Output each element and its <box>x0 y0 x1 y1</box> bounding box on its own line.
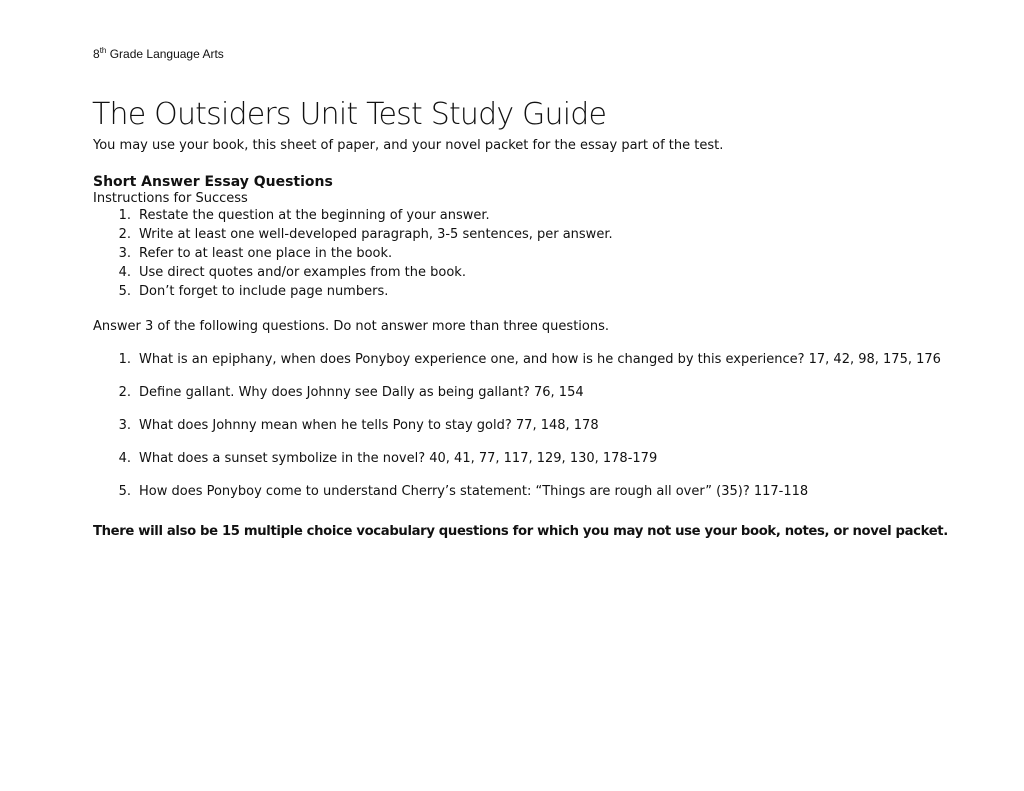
intro-text: You may use your book, this sheet of paper, and your novel packet for the essay part of the test. <box>93 138 724 153</box>
question-text: What is an epiphany, when does Ponyboy experience one, and how is he changed by this experience? 17, 42, 98, 175, 176 <box>139 352 941 367</box>
question-number: 1. <box>118 352 131 367</box>
instruction-number: 5. <box>118 284 131 299</box>
question-item <box>93 449 941 482</box>
instruction-item <box>93 263 613 282</box>
instruction-text: Don’t forget to include page numbers. <box>139 284 389 299</box>
instruction-text: Restate the question at the beginning of your answer. <box>139 208 490 223</box>
instructions-list <box>93 206 613 301</box>
instruction-item <box>93 225 613 244</box>
question-item <box>93 350 941 383</box>
question-directions: Answer 3 of the following questions. Do not answer more than three questions. <box>93 319 610 334</box>
instruction-number: 4. <box>118 265 131 280</box>
section-heading: Short Answer Essay Questions <box>93 174 333 190</box>
question-text: How does Ponyboy come to understand Cherry’s statement: “Things are rough all over” (35)? 117-118 <box>139 484 809 499</box>
question-number: 4. <box>118 451 131 466</box>
question-number: 3. <box>118 418 131 433</box>
question-item <box>93 416 941 449</box>
question-item <box>93 482 941 515</box>
question-text: What does a sunset symbolize in the novel? 40, 41, 77, 117, 129, 130, 178-179 <box>139 451 658 466</box>
instruction-item <box>93 244 613 263</box>
grade-number: 8 <box>93 47 100 61</box>
instruction-number: 1. <box>118 208 131 223</box>
grade-suffix: th <box>99 46 107 55</box>
instruction-number: 3. <box>118 246 131 261</box>
course-header <box>93 46 224 62</box>
question-item <box>93 383 941 416</box>
instruction-number: 2. <box>118 227 131 242</box>
instruction-item <box>93 282 613 301</box>
question-number: 5. <box>118 484 131 499</box>
question-number: 2. <box>118 385 131 400</box>
instruction-item <box>93 206 613 225</box>
section-subheading: Instructions for Success <box>93 191 248 206</box>
page-title: The Outsiders Unit Test Study Guide <box>92 97 607 132</box>
course-name: Grade Language Arts <box>109 47 224 61</box>
instruction-text: Use direct quotes and/or examples from the book. <box>139 265 466 280</box>
closing-note: There will also be 15 multiple choice vocabulary questions for which you may not use your book, notes, or novel packet. <box>93 524 948 539</box>
questions-list <box>93 350 941 515</box>
instruction-text: Write at least one well-developed paragraph, 3-5 sentences, per answer. <box>139 227 613 242</box>
question-text: What does Johnny mean when he tells Pony to stay gold? 77, 148, 178 <box>139 418 599 433</box>
instruction-text: Refer to at least one place in the book. <box>139 246 393 261</box>
question-text: Define gallant. Why does Johnny see Dally as being gallant? 76, 154 <box>139 385 584 400</box>
